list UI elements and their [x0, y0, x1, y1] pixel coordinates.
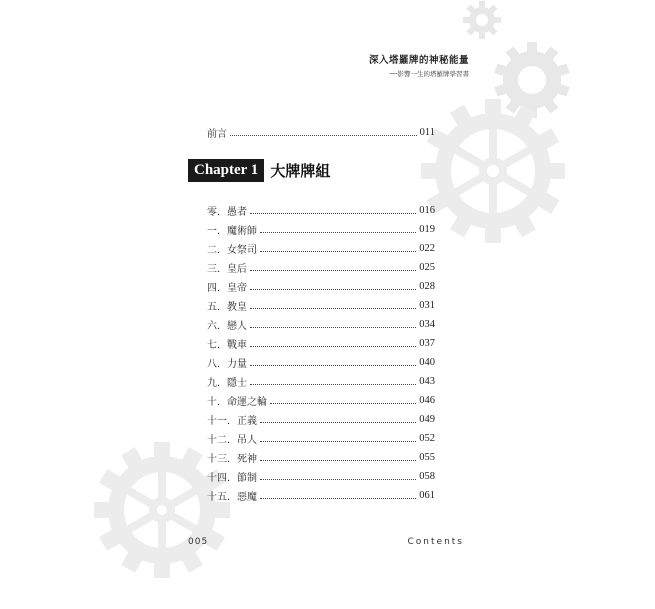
- toc-label: 七．戰車: [207, 339, 247, 351]
- dot-leader: [250, 365, 416, 366]
- toc-label: 三．皇后: [207, 263, 247, 275]
- dot-leader: [250, 270, 416, 271]
- toc-entry[interactable]: [207, 353, 435, 371]
- dot-leader: [260, 251, 416, 252]
- toc-page-number: 049: [419, 413, 435, 425]
- toc-page-number: 055: [419, 451, 435, 463]
- dot-leader: [230, 135, 417, 136]
- toc-page-number: 040: [419, 356, 435, 368]
- toc-page-number: 037: [419, 337, 435, 349]
- toc-label: 六．戀人: [207, 320, 247, 332]
- toc-entry[interactable]: [207, 391, 435, 409]
- gear-icon: [462, 0, 502, 40]
- dot-leader: [260, 460, 416, 461]
- toc-entry[interactable]: [207, 372, 435, 390]
- toc-label: 十四．節制: [207, 472, 257, 484]
- toc-entry[interactable]: [207, 201, 435, 219]
- dot-leader: [260, 498, 416, 499]
- book-subtitle: ──影響一生的塔羅牌學習書: [389, 70, 469, 78]
- toc-label: 四．皇帝: [207, 282, 247, 294]
- dot-leader: [250, 346, 416, 347]
- dot-leader: [260, 422, 416, 423]
- chapter-heading: [188, 159, 330, 182]
- toc-label: 十二．吊人: [207, 434, 257, 446]
- toc-entry[interactable]: [207, 467, 435, 485]
- toc-entry[interactable]: [207, 410, 435, 428]
- toc-label: 五．教皇: [207, 301, 247, 313]
- toc-label: 零．愚者: [207, 206, 247, 218]
- toc-preface[interactable]: [207, 123, 435, 141]
- toc-page-number: 019: [419, 223, 435, 235]
- dot-leader: [260, 232, 416, 233]
- toc-page-number: 058: [419, 470, 435, 482]
- toc-entry[interactable]: [207, 448, 435, 466]
- toc-label: 十一．正義: [207, 415, 257, 427]
- toc-label: 前言: [207, 128, 227, 140]
- toc-page-number: 046: [419, 394, 435, 406]
- toc-page-number: 011: [419, 126, 435, 138]
- toc-page-number: 061: [419, 489, 435, 501]
- toc-entry[interactable]: [207, 239, 435, 257]
- toc-entry[interactable]: [207, 258, 435, 276]
- toc-label: 十五．惡魔: [207, 491, 257, 503]
- toc-label: 九．隱士: [207, 377, 247, 389]
- chapter-number: Chapter 1: [188, 159, 264, 182]
- footer-section-title: Contents: [407, 537, 464, 547]
- dot-leader: [250, 308, 416, 309]
- dot-leader: [270, 403, 416, 404]
- toc-label: 一．魔術師: [207, 225, 257, 237]
- chapter-title: 大牌牌組: [270, 162, 331, 180]
- dot-leader: [260, 441, 416, 442]
- toc-entry[interactable]: [207, 296, 435, 314]
- dot-leader: [250, 327, 416, 328]
- toc-page-number: 034: [419, 318, 435, 330]
- toc-entry[interactable]: [207, 429, 435, 447]
- toc-entry[interactable]: [207, 220, 435, 238]
- toc-label: 二．女祭司: [207, 244, 257, 256]
- toc-entry[interactable]: [207, 315, 435, 333]
- toc-page-number: 016: [419, 204, 435, 216]
- gear-icon: [418, 96, 568, 246]
- toc-entry[interactable]: [207, 277, 435, 295]
- dot-leader: [250, 289, 416, 290]
- toc-entry[interactable]: [207, 334, 435, 352]
- toc-label: 十三．死神: [207, 453, 257, 465]
- footer-page-number: 005: [188, 537, 209, 547]
- toc-label: 十．命運之輪: [207, 396, 267, 408]
- dot-leader: [260, 479, 416, 480]
- toc-page-number: 052: [419, 432, 435, 444]
- toc-page-number: 043: [419, 375, 435, 387]
- toc-page-number: 031: [419, 299, 435, 311]
- book-title: 深入塔羅牌的神秘能量: [368, 55, 469, 66]
- toc-page-number: 025: [419, 261, 435, 273]
- dot-leader: [250, 213, 416, 214]
- toc-page-number: 022: [419, 242, 435, 254]
- toc-label: 八．力量: [207, 358, 247, 370]
- book-header: [369, 52, 469, 78]
- toc-entry[interactable]: [207, 486, 435, 504]
- toc-page-number: 028: [419, 280, 435, 292]
- dot-leader: [250, 384, 416, 385]
